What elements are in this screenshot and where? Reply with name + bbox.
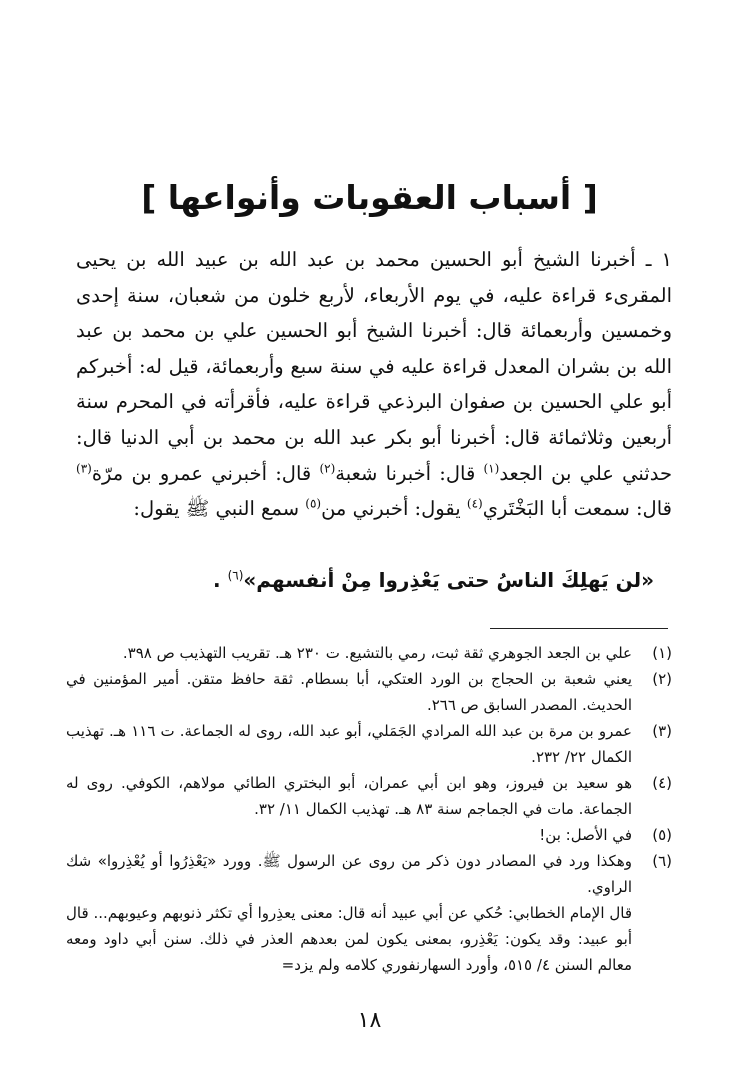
footnote-text: يعني شعبة بن الحجاج بن الورد العتكي، أبا بسطام. ثقة حافظ متقن. أمير المؤمنين في الحديث. المصدر السابق ص ٢٦٦.	[66, 670, 632, 714]
footnote-text: عمرو بن مرة بن عبد الله المرادي الجَمَلي، أبو عبد الله، روى له الجماعة. ت ١١٦ هـ. تهذيب الكمال ٢٢/ ٢٣٢.	[66, 722, 632, 766]
footnote-text: في الأصل: بن!	[539, 826, 632, 844]
footnote-text: وهكذا ورد في المصادر دون ذكر من روى عن الرسول ﷺ. وورد «يَعْذِرُوا أو يُعْذِروا» شك الراوي.	[66, 852, 632, 896]
footnote-number: (٦)	[652, 852, 672, 870]
hadith-end: .	[213, 568, 228, 592]
page-number: ١٨	[357, 1008, 382, 1033]
footnote-ref-1: (١)	[483, 461, 500, 476]
paragraph-text-2: قال: أخبرنا شعبة	[335, 461, 484, 485]
footnote-2	[66, 666, 672, 718]
footnotes	[66, 640, 672, 978]
footnote-3	[66, 718, 672, 770]
footnote-number: (٣)	[652, 722, 672, 740]
isnad-paragraph	[76, 242, 672, 527]
footnote-5	[66, 822, 672, 848]
footnote-ref-6: (٦)	[227, 568, 244, 583]
paragraph-text: ١ ـ أخبرنا الشيخ أبو الحسين محمد بن عبد الله بن عبيد الله بن يحيى المقرىء قراءة عليه، في يوم الأربعاء، لأربع خلون من شعبان، سنة إحدى وخمسين وأربعمائة قال: أخبرنا الشيخ أبو الحسين علي بن محمد بن عبد الله بن بشران المعدل قراءة عليه في سنة سبع وأربعمائة، قيل له: أخبركم أبو علي الحسين بن صفوان البرذعي قراءة عليه، فأقرأته في المحرم سنة أربعين وثلاثمائة قال: أخبرنا أبو بكر عبد الله بن محمد بن أبي الدنيا قال: حدثني علي بن الجعد	[76, 248, 672, 485]
hadith-text	[60, 568, 672, 592]
chapter-title: [ أسباب العقوبات وأنواعها ]	[141, 178, 598, 217]
footnote-number: (٤)	[652, 774, 672, 792]
hadith-quote: «لن يَهلِكَ الناسُ حتى يَعْذِروا مِنْ أنفسهم»	[243, 568, 654, 592]
footnote-text: هو سعيد بن فيروز، وهو ابن أبي عمران، أبو البختري الطائي مولاهم، الكوفي. روى له الجماعة. مات في الجماجم سنة ٨٣ هـ. تهذيب الكمال ١١/ ٣٢.	[66, 774, 632, 818]
main-text	[76, 242, 672, 527]
footnote-ref-5: (٥)	[305, 496, 322, 511]
footnote-6	[66, 848, 672, 900]
paragraph-text-5: يقول: أخبرني من	[321, 497, 467, 521]
footnote-4	[66, 770, 672, 822]
footnote-ref-2: (٢)	[319, 461, 336, 476]
paragraph-text-3: قال: أخبرني عمرو بن مرّة	[91, 461, 320, 485]
footnote-ref-4: (٤)	[466, 496, 483, 511]
footnote-number: (١)	[652, 644, 672, 662]
footnote-ref-3: (٣)	[76, 461, 92, 476]
footnote-continuation: قال الإمام الخطابي: حُكي عن أبي عبيد أنه قال: معنى يعذِروا أي تكثر ذنوبهم وعيوبهم... قال أبو عبيد: وقد يكون: يَعْذِرو، بمعنى يكون لمن بعدهم العذر في ذلك. سنن أبي داود ومعه معالم السنن ٤/ ٥١٥، وأورد السهارنفوري كلامه ولم يزد=	[66, 904, 632, 974]
paragraph-text-6: سمع النبي ﷺ يقول:	[133, 497, 306, 521]
footnote-number: (٢)	[652, 670, 672, 688]
footnote-separator	[490, 628, 668, 629]
footnote-text: علي بن الجعد الجوهري ثقة ثبت، رمي بالتشيع. ت ٢٣٠ هـ. تقريب التهذيب ص ٣٩٨.	[122, 644, 632, 662]
footnote-number: (٥)	[652, 826, 672, 844]
paragraph-text-4: قال: سمعت أبا البَخْتَري	[482, 497, 672, 521]
footnote-1	[66, 640, 672, 666]
